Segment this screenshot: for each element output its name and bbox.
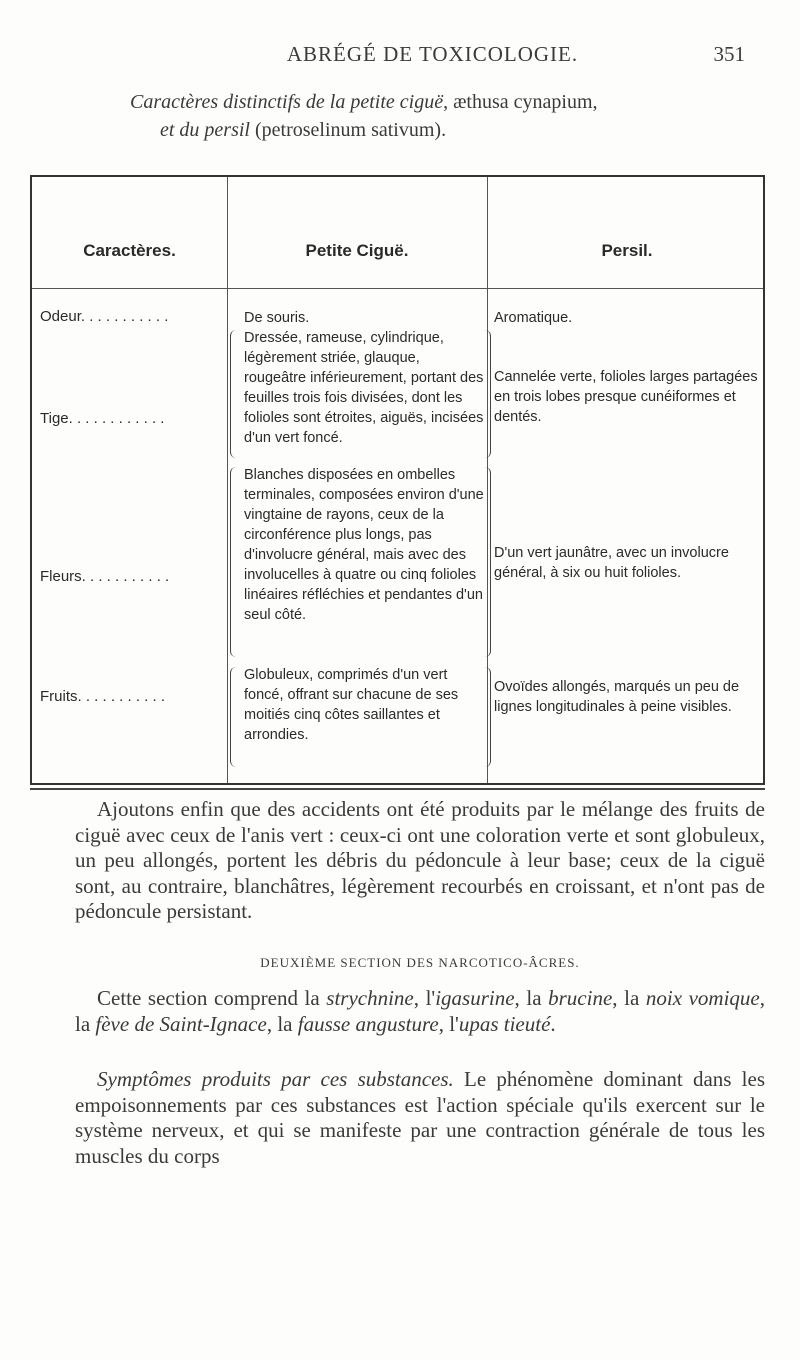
caption-italic-2: et du persil <box>160 119 250 141</box>
cigue-fruits: Globuleux, comprimés d'un vert foncé, offrant sur chacune de ses moitiés cinq côtes saillantes et arrondies. <box>244 667 459 743</box>
term-igasurine: igasurine <box>435 986 515 1010</box>
comparison-table <box>30 175 765 785</box>
row-label-odeur: Odeur. . . . . . . . . . . <box>40 308 169 325</box>
paragraph-section-contents <box>75 986 765 1037</box>
text-run: Cette section comprend la <box>97 986 327 1010</box>
paragraph-anis-text: Ajoutons enfin que des accidents ont été produits par le mélange des fruits de ciguë avec ceux de l'anis vert : ceux-ci ont une coloration verte et sont globuleux, un peu allongés, portent les débris du pédoncule à leur base; ceux de la ciguë sont, au contraire, blanchâtres, légèrement recourbés en croissant, et n'ont pas de pédoncule persistant. <box>75 797 765 923</box>
row-label-tige: Tige. . . . . . . . . . . . <box>40 410 165 427</box>
table-caption <box>130 88 760 144</box>
term-upas-tieute: upas tieuté <box>458 1011 551 1036</box>
term-brucine: brucine <box>548 986 613 1010</box>
term-fausse-angusture: fausse angusture <box>297 1011 439 1036</box>
text-run: , la <box>266 1011 298 1036</box>
header-persil: Persil. <box>601 241 653 260</box>
term-noix-vomique: noix vomique <box>645 986 760 1010</box>
term-feve-saint-ignace: fève de Saint-Ignace <box>95 1011 267 1036</box>
symptomes-text: Le phénomène dominant dans les empoisonnements par ces substances est l'action spéciale qu'ils exercent sur le système nerveux, et qui se manifeste par une contraction générale de tous les muscles du corps <box>75 1067 765 1168</box>
text-run: . <box>550 1011 556 1036</box>
cigue-odeur: De souris. <box>244 310 310 326</box>
text-run: , la <box>514 986 549 1010</box>
caption-rest-1: , æthusa cynapium, <box>443 91 598 113</box>
running-header <box>120 42 745 72</box>
cigue-tige: Dressée, rameuse, cylindrique, légèrement striée, glauque, rougeâtre inférieurement, portant des feuilles trois fois divisées, dont les folioles sont étroites, aiguës, incisées d'un vert foncé. <box>244 330 484 446</box>
brace-right <box>484 330 491 458</box>
row-label-fleurs: Fleurs. . . . . . . . . . . <box>40 568 170 585</box>
text-run: , la <box>75 986 765 1036</box>
persil-fruits: Ovoïdes allongés, marqués un peu de lignes longitudinales à peine visibles. <box>494 679 740 715</box>
caption-rest-2: (petroselinum sativum). <box>250 119 447 141</box>
running-title: ABRÉGÉ DE TOXICOLOGIE. <box>286 42 579 66</box>
brace-left <box>230 667 237 767</box>
header-characters: Caractères. <box>83 241 176 260</box>
section-heading: DEUXIÈME SECTION DES NARCOTICO-ÂCRES. <box>260 955 580 970</box>
text-run: , l' <box>438 1011 459 1036</box>
term-strychnine: strychnine <box>326 986 414 1010</box>
symptomes-heading: Symptômes produits par ces substances. <box>97 1067 454 1091</box>
header-petite-cigue: Petite Ciguë. <box>305 241 409 260</box>
persil-tige: Cannelée verte, folioles larges partagées en trois lobes presque cunéiformes et dentés. <box>494 369 758 425</box>
text-run: , la <box>612 986 646 1010</box>
header-divider <box>32 288 763 289</box>
brace-left <box>230 330 237 458</box>
persil-fleurs: D'un vert jaunâtre, avec un involucre général, à six ou huit folioles. <box>494 545 729 581</box>
paragraph-symptomes <box>75 1067 765 1169</box>
paragraph-anis <box>75 797 765 925</box>
row-label-fruits: Fruits. . . . . . . . . . . <box>40 688 166 705</box>
cigue-fleurs: Blanches disposées en ombelles terminales, composées environ d'une vingtaine de rayons, ceux de la circonférence plus longs, pas d'involucre général, mais avec des involucelles à quatre ou cinq folioles linéaires réfléchies et pendantes d'un seul côté. <box>244 467 484 623</box>
persil-odeur: Aromatique. <box>494 310 573 326</box>
text-run: , l' <box>413 986 436 1010</box>
brace-left <box>230 467 237 657</box>
column-divider <box>227 177 228 783</box>
brace-right <box>484 467 491 657</box>
caption-italic-1: Caractères distinctifs de la petite ciguë <box>130 91 444 113</box>
page-number: 351 <box>713 42 745 66</box>
brace-right <box>484 667 491 767</box>
